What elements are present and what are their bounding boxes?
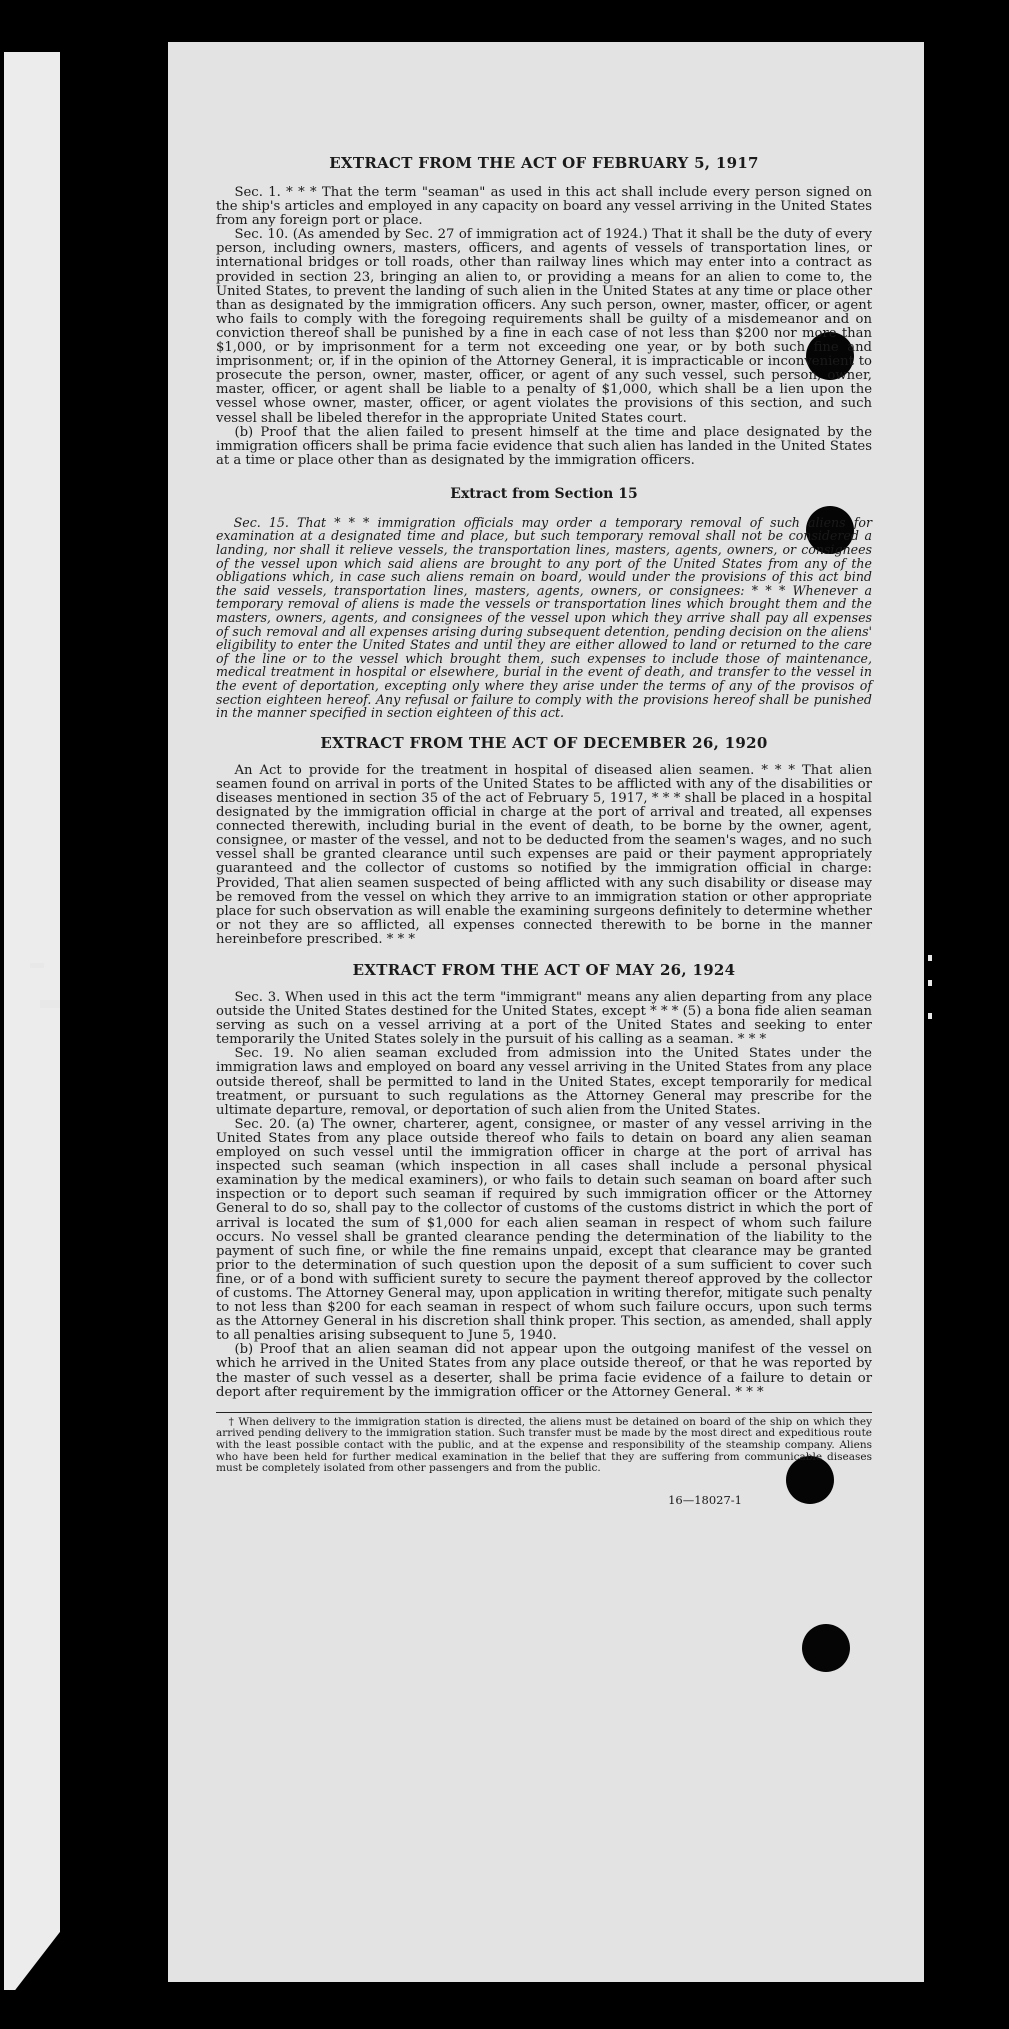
scan-mark [928,980,932,986]
paragraph: Sec. 10. (As amended by Sec. 27 of immigration act of 1924.) That it shall be the duty of every person, including owners, masters, officers, and agents of vessels of transportation lines, or international bridges or toll roads, other than railway lines which may enter into a contract as provided in section 23, bringing an alien to, or providing a means for an alien to come to, the United States, to prevent the landing of such alien in the United States at any time or place other than as designated by the immigration officers. Any such person, owner, master, officer, or agent who fails to comply with the foregoing requirements shall be guilty of a misdemeanor and on conviction thereof shall be punished by a fine in each case of not less than $200 nor more than $1,000, or by imprisonment for a term not exceeding one year, or by both such fine and imprisonment; or, if in the opinion of the Attorney General, it is impracticable or inconvenient to prosecute the person, owner, master, officer, or agent of any such vessel, such person, owner, master, officer, or agent shall be liable to a penalty of $1,000, which shall be a lien upon the vessel whose owner, master, officer, or agent violates the provisions of this section, and such vessel shall be libeled therefor in the appropriate United States court. [216,227,872,426]
paragraph: Sec. 19. No alien seaman excluded from admission into the United States under the immigration laws and employed on board any vessel arriving in the United States from any place outside thereof, shall be permitted to land in the United States, except temporarily for medical treatment, or pursuant to such regulations as the Attorney General may prescribe for the ultimate departure, removal, or deportation of such alien from the United States. [216,1046,872,1118]
footnote-text: † When delivery to the immigration station is directed, the aliens must be detained on board of the ship on which they arrived pending delivery to the immigration station. Such transfer must be made by the most direct and expeditious route with the least possible contact with the public, and at the expense and responsibility of the steamship company. Aliens who have been held for further medical examination in the belief that they are suffering from communicable diseases must be completely isolated from other passengers and from the public. [216,1415,872,1475]
document-page [168,42,924,1982]
section-act-feb-1917 [216,154,872,468]
paragraph: (b) Proof that the alien failed to present himself at the time and place designated by the immigration officers shall be prima facie evidence that such alien has landed in the United States at a time or place other than as designated by the immigration officers. [216,424,872,468]
section-heading: EXTRACT FROM THE ACT OF MAY 26, 1924 [352,961,736,979]
paragraph: An Act to provide for the treatment in hospital of diseased alien seamen. * * * That alien seamen found on arrival in ports of the United States to be afflicted with any of the disabilities or diseases mentioned in section 35 of the act of February 5, 1917, * * * shall be placed in a hospital designated by the immigration official in charge at the port of arrival and treated, all expenses connected therewith, including burial in the event of death, to be borne by the owner, agent, consignee, or master of the vessel, and not to be deducted from the seamen's wages, and no such vessel shall be granted clearance until such expenses are paid or their payment appropriately guaranteed and the collector of customs so notified by the immigration official in charge: Provided, That alien seamen suspected of being afflicted with any such disability or disease may be removed from the vessel on which they arrive to an immigration station or other appropriate place for such observation as will enable the examining surgeons definitely to determine whether or not they are so afflicted, all expenses connected therewith to be borne in the manner hereinbefore prescribed. * * * [216,762,872,947]
scan-mark [928,1013,932,1019]
form-number: 16—18027-1 [668,1492,742,1507]
scan-mark [928,955,932,961]
footnote [216,1412,872,1475]
section-act-may-1924 [216,961,872,1400]
paragraph: Sec. 20. (a) The owner, charterer, agent, consignee, or master of any vessel arriving in the United States from any place outside thereof who fails to detain on board any alien seaman employed on such vessel until the immigration officer in charge at the port of arrival has inspected such seaman (which inspection in all cases shall include a personal physical examination by the medical examiners), or who fails to detain such seaman on board after such inspection or to deport such seaman if required by such immigration officer or the Attorney General to do so, shall pay to the collector of customs of the customs district in which the port of arrival is located the sum of $1,000 for each alien seaman in respect of whom such failure occurs. No vessel shall be granted clearance pending the determination of the liability to the payment of such fine, or while the fine remains unpaid, except that clearance may be granted prior to the determination of such question upon the deposit of a sum sufficient to cover such fine, or of a bond with sufficient surety to secure the payment thereof approved by the collector of customs. The Attorney General may, upon application in writing therefor, mitigate such penalty to not less than $200 for each seaman in respect of whom such failure occurs, upon such terms as the Attorney General in his discretion shall think proper. This section, as amended, shall apply to all penalties arising subsequent to June 5, 1940. [216,1116,872,1344]
punch-hole [802,1624,850,1672]
section-act-dec-1920 [216,734,872,947]
document-body [216,154,872,1507]
section-heading: EXTRACT FROM THE ACT OF FEBRUARY 5, 1917 [329,154,759,172]
paragraph: (b) Proof that an alien seaman did not appear upon the outgoing manifest of the vessel on which he arrived in the United States from any place outside thereof, or that he was reported by the master of such vessel as a deserter, shall be prima facie evidence of a failure to detain or deport after requirement by the immigration officer or the Attorney General. * * * [216,1342,872,1400]
scan-mark [30,963,44,968]
paragraph: Sec. 1. * * * That the term "seaman" as used in this act shall include every person signed on the ship's articles and employed in any capacity on board any vessel arriving in the United States from any foreign port or place. [216,185,872,229]
section-heading: Extract from Section 15 [450,485,638,502]
section-heading: EXTRACT FROM THE ACT OF DECEMBER 26, 1920 [320,733,768,752]
adjacent-page-edge [4,52,60,1990]
paragraph: Sec. 15. That * * * immigration officials may order a temporary removal of such aliens for examination at a designated time and place, but such temporary removal shall not be considered a landing, nor shall it relieve vessels, the transportation lines, masters, agents, owners, or consignees of the vessel upon which said aliens are brought to any port of the United States from any of the obligations which, in case such aliens remain on board, would under the provisions of this act bind the said vessels, transportation lines, masters, agents, owners, or consignees: * * * Whenever a temporary removal of aliens is made the vessels or transportation lines which brought them and the masters, owners, agents, and consignees of the vessel upon which they arrive shall pay all expenses of such removal and all expenses arising during subsequent detention, pending decision on the aliens' eligibility to enter the United States and until they are either allowed to land or returned to the care of the line or to the vessel which brought them, such expenses to include those of maintenance, medical treatment in hospital or elsewhere, burial in the event of death, and transfer to the vessel in the event of deportation, excepting only where they arise under the terms of any of the provisos of section eighteen hereof. Any refusal or failure to comply with the provisions hereof shall be punished in the manner specified in section eighteen of this act. [216,514,872,721]
paragraph: Sec. 3. When used in this act the term "immigrant" means any alien departing from any place outside the United States destined for the United States, except * * * (5) a bona fide alien seaman serving as such on a vessel arriving at a port of the United States and seeking to enter temporarily the United States solely in the pursuit of his calling as a seaman. * * * [216,990,872,1048]
scan-mark [40,1000,60,1008]
section-extract-15 [216,486,872,720]
